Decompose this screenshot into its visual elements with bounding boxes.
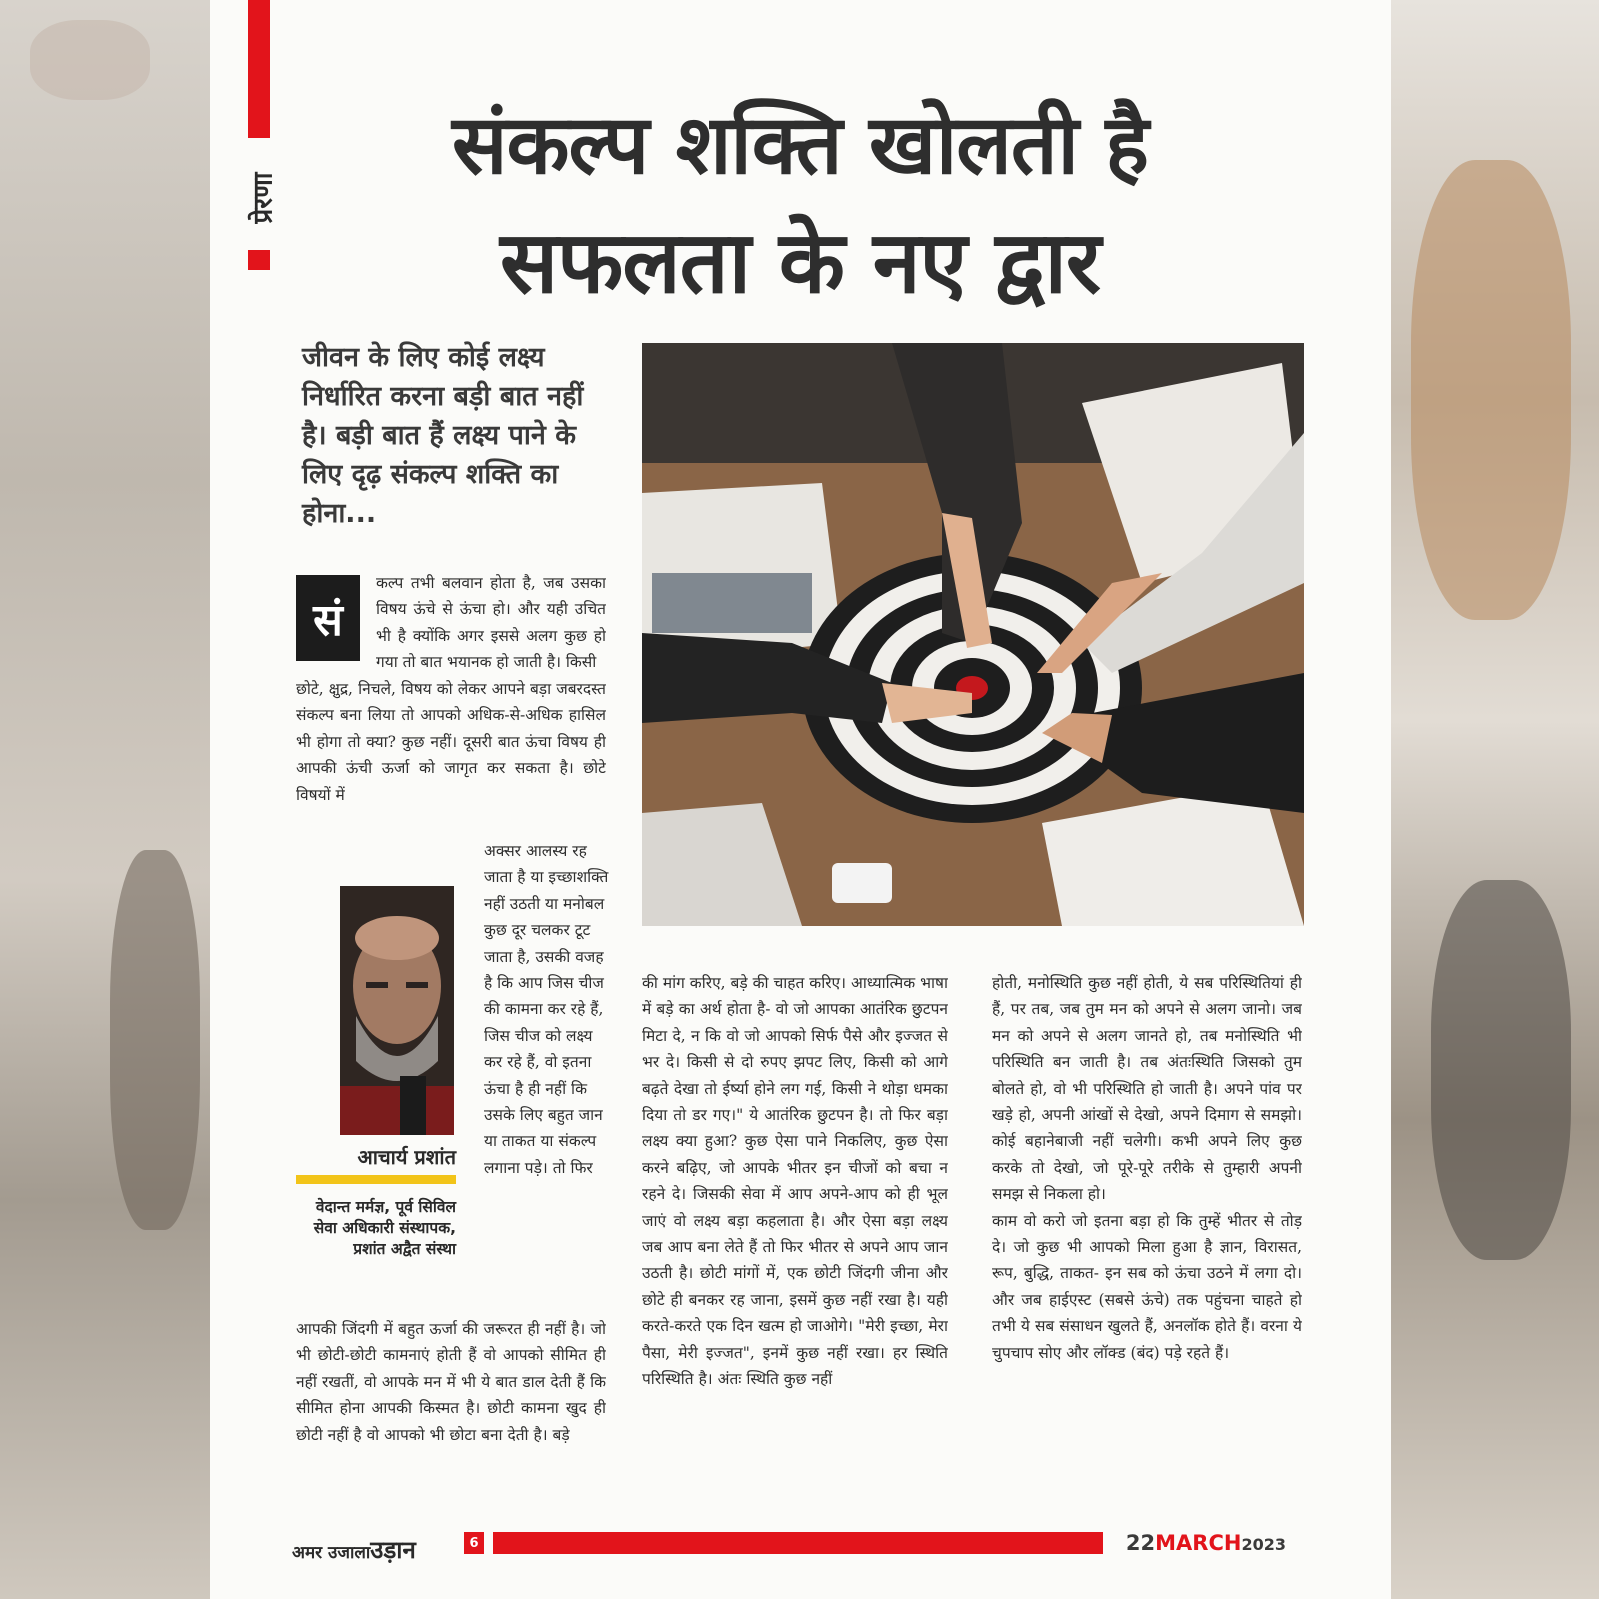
author-divider — [296, 1175, 456, 1184]
footer-red-bar — [493, 1532, 1103, 1554]
body-col1-narrow: अक्सर आलस्य रह जाता है या इच्छाशक्ति नहीं उठती या मनोबल कुछ दूर चलकर टूट जाता है, उसकी वजह है कि आप जिस चीज की कामना कर रहे हैं, जिस चीज को लक्ष्य कर रहे हैं, वो इतना ऊंचा है ही नहीं कि उसके लिए बहुत जान या ताकत या संकल्प लगाना पड़े। तो फिर — [484, 842, 609, 1177]
body-col2: की मांग करिए, बड़े की चाहत करिए। आध्यात्मिक भाषा में बड़े का अर्थ होता है- वो जो आपका आतंरिक छुटपन मिटा दे, न कि वो जो आपको सिर्फ पैसे और इज्जत से भर दे। किसी से दो रुपए झपट लिए, किसी को आगे बढ़ते देखा तो ईर्ष्या होने लग गई, किसी ने थोड़ा धमका दिया तो डर गए।" ये आतंरिक छुटपन है। तो फिर बड़ा लक्ष्य क्या हुआ? कुछ ऐसा पाने निकलिए, कुछ ऐसा करने बढ़िए, जो आपके भीतर इन चीजों को बचा न रहने दे। जिसकी सेवा में आप अपने-आप को ही भूल जाएं वो लक्ष्य बड़ा कहलाता है। और ऐसा बड़ा लक्ष्य जब आप बना लेते हैं तो फिर भीतर से अपने आप जान उठती है। छोटी मांगों में, एक छोटी जिंदगी जीना और छोटे ही बनकर रह जाना, इसमें कुछ नहीं रखा है। यही करते-करते एक दिन खत्म हो जाओगे। "मेरी इच्छा, मेरा पैसा, मेरी इज्जत", इनमें कुछ नहीं रखा। हर स्थिति परिस्थिति है। अंतः स्थिति कुछ नहीं — [642, 974, 948, 1389]
page-number: 6 — [464, 1532, 484, 1554]
background-left-blur — [0, 0, 210, 1599]
section-label: प्रेरणा — [248, 172, 278, 224]
headline-line-1: संकल्प शक्ति खोलती है — [452, 98, 1148, 193]
body-col1-bottom: आपकी जिंदगी में बहुत ऊर्जा की जरूरत ही नहीं है। जो भी छोटी-छोटी कामनाएं होती हैं वो आपको सीमित ही नहीं रखतीं, वो आपके मन में भी ये बात डाल देती हैं कि सीमित होना आपकी किस्मत है। छोटी कामना खुद ही छोटी नहीं है वो आपको भी छोटा बना देती है। बड़े — [296, 1320, 606, 1444]
headline-line-2: सफलता के नए द्वार — [499, 213, 1101, 313]
section-red-square — [248, 250, 270, 270]
author-portrait — [340, 886, 454, 1135]
intro-deck: जीवन के लिए कोई लक्ष्य निर्धारित करना बड़ी बात नहीं है। बड़ी बात हैं लक्ष्य पाने के लिए दृढ़ संकल्प शक्ति का होना... — [302, 342, 584, 529]
body-col1-top-full: छोटे, क्षुद्र, निचले, विषय को लेकर आपने बड़ा जबरदस्त संकल्प बना लिया तो आपको अधिक-से-अधिक हासिल भी होगा तो क्या? कुछ नहीं। दूसरी बात ऊंचा विषय ही आपकी ऊंची ऊर्जा को जागृत कर सकता है। छोटे विषयों में — [296, 680, 606, 804]
article-photo — [642, 343, 1304, 926]
dartboard-hands-illustration — [642, 343, 1304, 926]
issue-date: 22MARCH2023 — [1125, 1531, 1286, 1555]
footer-brand: अमर उजालाउड़ान — [292, 1536, 416, 1564]
author-name: आचार्य प्रशांत — [357, 1145, 456, 1169]
section-red-bar — [248, 0, 270, 138]
body-col1-top-indented: कल्प तभी बलवान होता है, जब उसका विषय ऊंचे से ऊंचा हो। और यही उचित भी है क्योंकि अगर इससे अलग कुछ हो गया तो बात भयानक हो जाती है। किसी — [376, 574, 606, 672]
background-right-blur — [1391, 0, 1599, 1599]
author-title: वेदान्त मर्मज्ञ, पूर्व सिविल सेवा अधिकारी संस्थापक, प्रशांत अद्वैत संस्था — [313, 1198, 456, 1258]
author-photo — [340, 886, 454, 1135]
dropcap: सं — [296, 575, 360, 661]
newspaper-page — [210, 0, 1391, 1599]
body-col3: होती, मनोस्थिति कुछ नहीं होती, ये सब परिस्थितियां ही हैं, पर तब, जब तुम मन को अपने से अलग जानो। जब मन को अपने से अलग जानते हो, तब मनोस्थिति भी परिस्थिति बन जाती है। तब अंतःस्थिति जिसको तुम बोलते हो, वो भी परिस्थिति हो जाती है। अपने पांव पर खड़े हो, अपनी आंखों से देखो, अपने दिमाग से समझो। कोई बहानेबाजी नहीं चलेगी। कभी अपने लिए कुछ करके तो देखो, जो पूरे-पूरे तरीके से तुम्हारी अपनी समझ से निकला हो। काम वो करो जो इतना बड़ा हो कि तुम्हें भीतर से तोड़ दे। जो कुछ भी आपको मिला हुआ है ज्ञान, विरासत, रूप, बुद्धि, ताकत- इन सब को ऊंचा उठने में लगा दो। और जब हाईएस्ट (सबसे ऊंचे) तक पहुंचना चाहते हो तभी ये सब संसाधन खुलते हैं, अनलॉक होते हैं। वरना ये चुपचाप सोए और लॉक्ड (बंद) पड़े रहते हैं। — [992, 974, 1302, 1362]
